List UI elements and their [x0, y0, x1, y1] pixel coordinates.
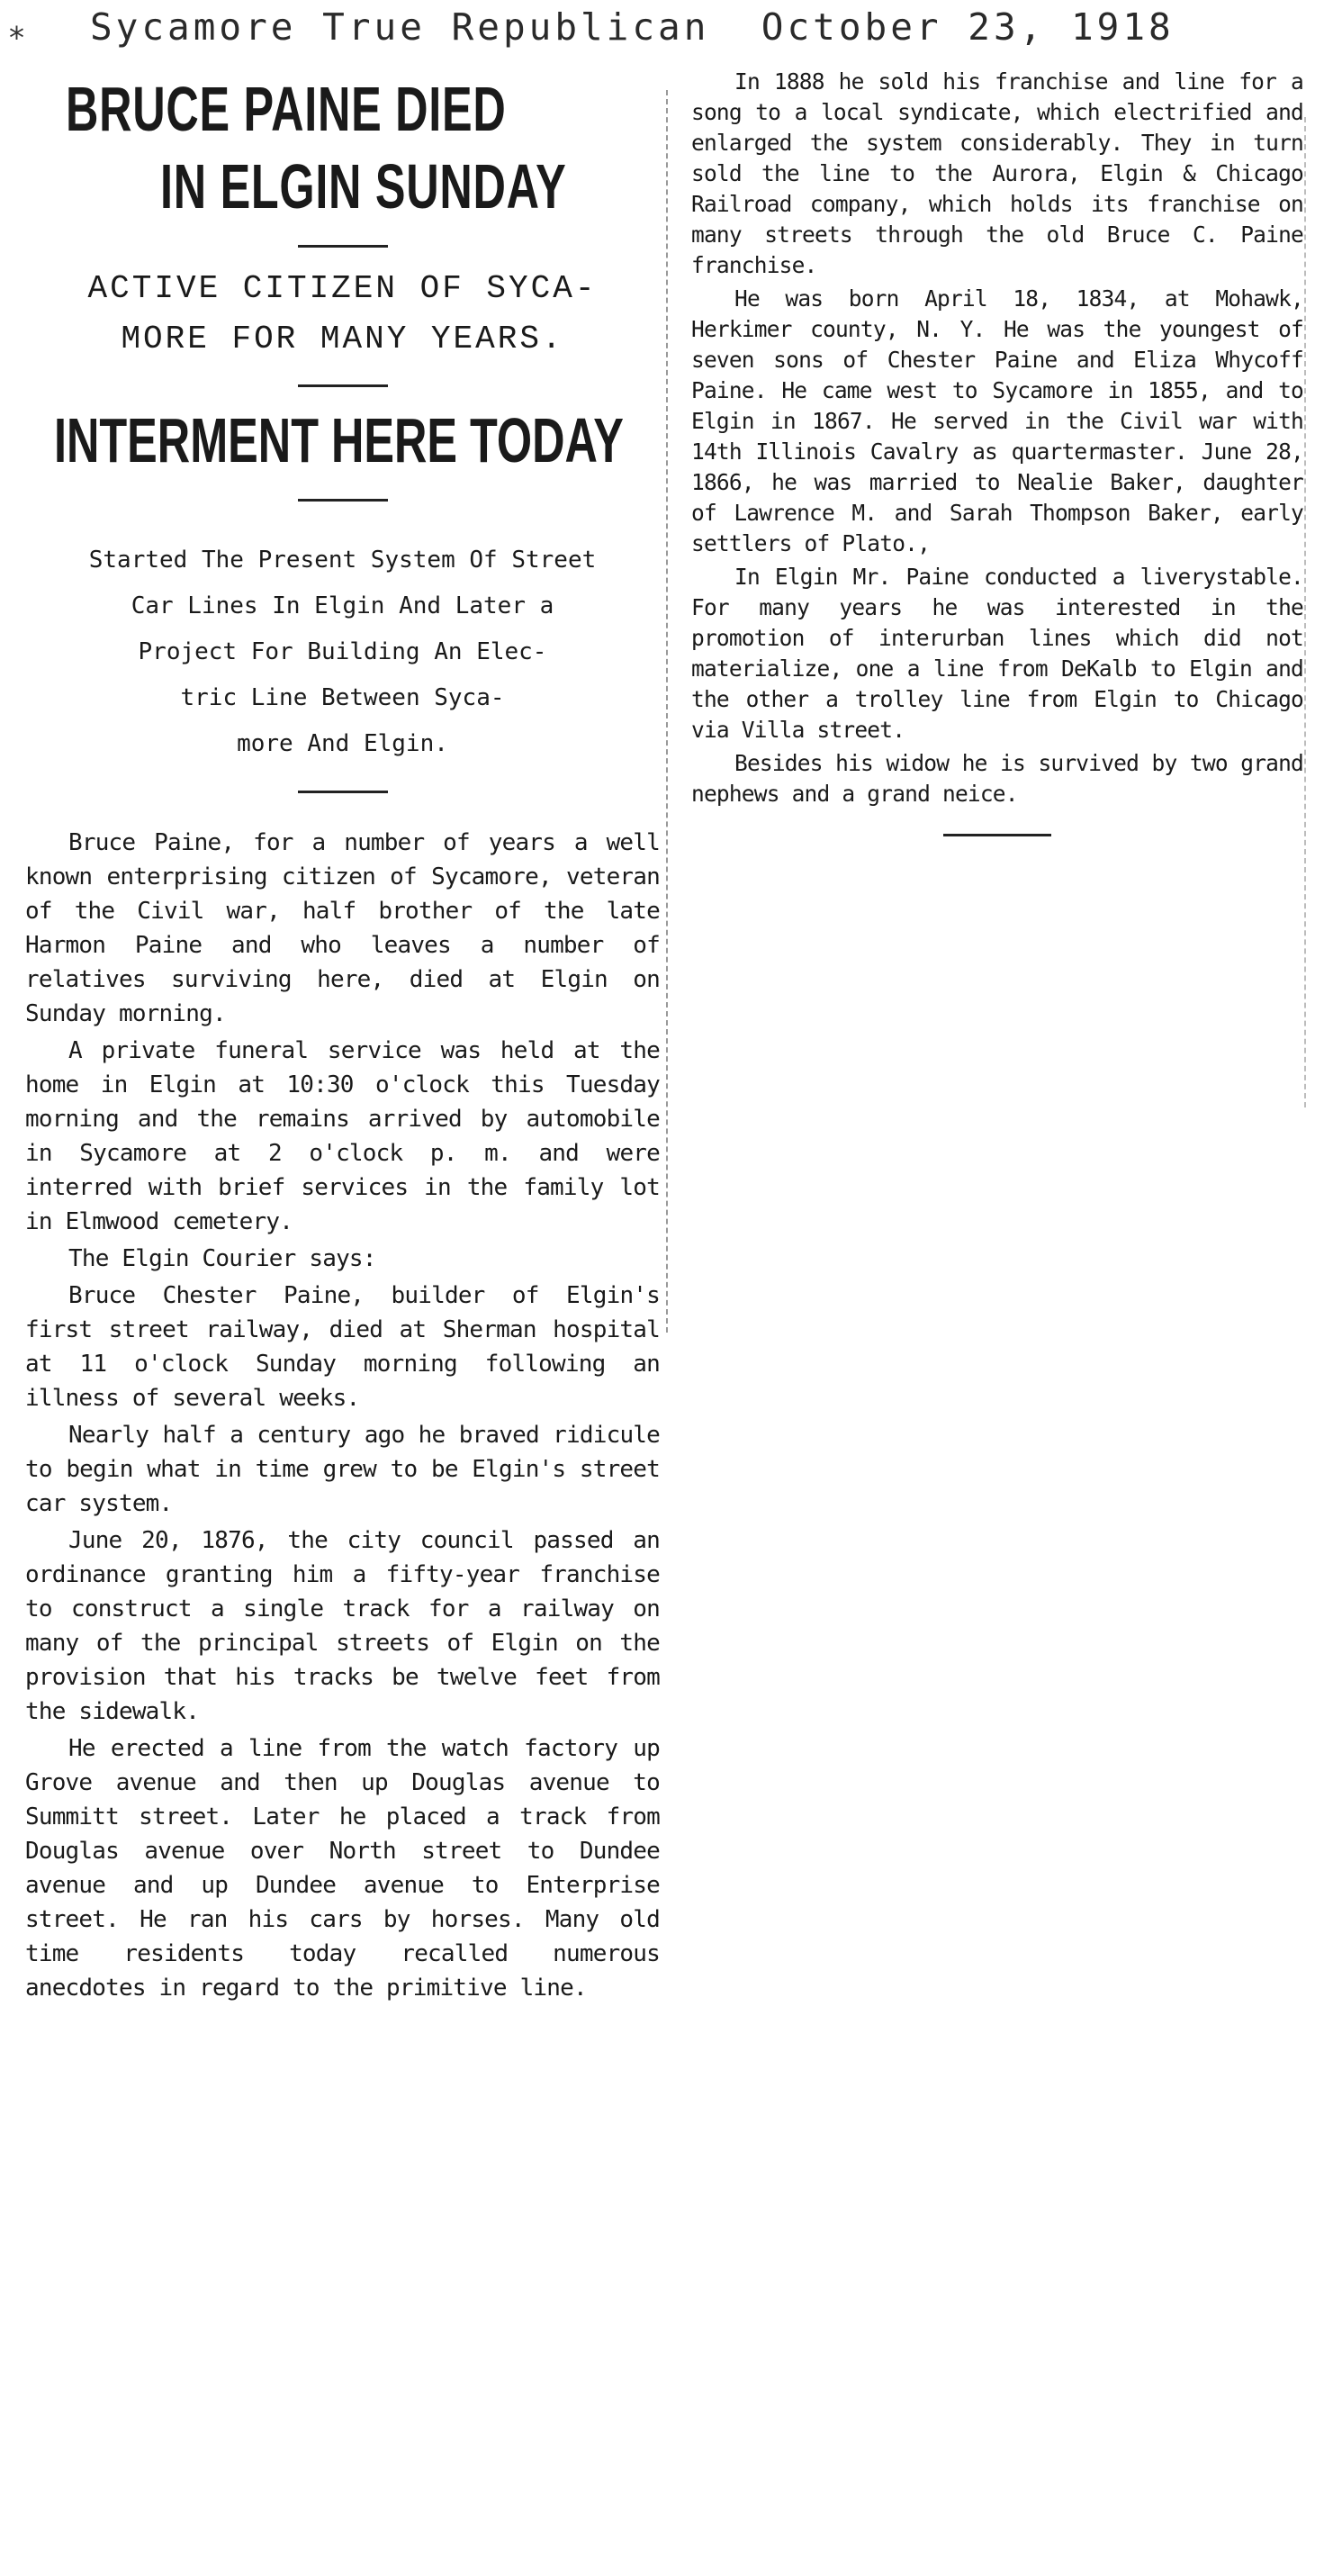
- deck-headline: INTERMENT HERE TODAY: [54, 405, 624, 475]
- summary-line: Project For Building An Elec-: [138, 638, 547, 665]
- deck-line-2: MORE FOR MANY YEARS.: [121, 321, 564, 357]
- article-paragraph: Nearly half a century ago he braved ridicule to begin what in time grew to be Elgin's street car system.: [25, 1422, 660, 1517]
- article-paragraph: The Elgin Courier says:: [68, 1245, 376, 1272]
- right-column: [691, 67, 1303, 836]
- summary-line: more And Elgin.: [237, 730, 448, 757]
- headline-line-2: IN ELGIN SUNDAY: [160, 151, 567, 221]
- article-paragraph: June 20, 1876, the city council passed an ordinance granting him a fifty-year franchise to construct a single track for a railway on many of the principal streets of Elgin on the provision that his tracks be twelve feet from the sidewalk.: [25, 1527, 660, 1725]
- summary-line: Car Lines In Elgin And Later a: [131, 592, 554, 619]
- masthead-title: Sycamore True Republican October 23, 1918: [90, 5, 1175, 49]
- summary-line: Started The Present System Of Street: [88, 547, 597, 574]
- left-column: [25, 70, 660, 2008]
- article-paragraph: He erected a line from the watch factory up Grove avenue and then up Douglas avenue to Summitt street. Later he placed a track from Douglas avenue over North street to Dundee avenue and up Dundee avenue to Enterprise street. He ran his cars by horses. Many old time residents today recalled numerous anecdotes in regard to the primitive line.: [25, 1735, 660, 2002]
- masthead: [0, 0, 1324, 58]
- article-paragraph: In Elgin Mr. Paine conducted a liverystable. For many years he was interested in the promotion of interurban lines which did not materialize, one a line from DeKalb to Elgin and the other a trolley line from Elgin to Chicago via Villa street.: [691, 564, 1303, 743]
- column-divider: [666, 90, 668, 1333]
- summary-line: tric Line Between Syca-: [180, 684, 505, 711]
- article-paragraph: Besides his widow he is survived by two grand nephews and a grand neice.: [691, 750, 1303, 807]
- article-paragraph: Bruce Paine, for a number of years a well known enterprising citizen of Sycamore, veteran of the Civil war, half brother of the late Harmon Paine and who leaves a number of relatives surviving here, died at Elgin on Sunday morning.: [25, 829, 660, 1027]
- article-paragraph: He was born April 18, 1834, at Mohawk, Herkimer county, N. Y. He was the youngest of seven sons of Chester Paine and Eliza Whycoff Paine. He came west to Sycamore in 1855, and to Elgin in 1867. He served in the Civil war with 14th Illinois Cavalry as quartermaster. June 28, 1866, he was married to Nealie Baker, daughter of Lawrence M. and Sarah Thompson Baker, early settlers of Plato.,: [691, 285, 1303, 556]
- article-paragraph: Bruce Chester Paine, builder of Elgin's first street railway, died at Sherman hospital at 11 o'clock Sunday morning following an illness of several weeks.: [25, 1282, 660, 1412]
- headline-line-1: BRUCE PAINE DIED: [66, 74, 507, 144]
- deck-line-1: ACTIVE CITIZEN OF SYCA-: [87, 270, 598, 307]
- article-paragraph: A private funeral service was held at the home in Elgin at 10:30 o'clock this Tuesday morning and the remains arrived by automobile in Sycamore at 2 o'clock p. m. and were interred with brief services in the family lot in Elmwood cemetery.: [25, 1037, 660, 1235]
- clipping-mark-icon: ⁎: [9, 11, 24, 47]
- article-paragraph: In 1888 he sold his franchise and line for a song to a local syndicate, which electrified and enlarged the system considerably. They in turn sold the line to the Aurora, Elgin & Chicago Railroad company, which holds its franchise on many streets through the old Bruce C. Paine franchise.: [691, 68, 1303, 278]
- end-divider: [943, 834, 1051, 836]
- column-edge-rule: [1304, 117, 1306, 1107]
